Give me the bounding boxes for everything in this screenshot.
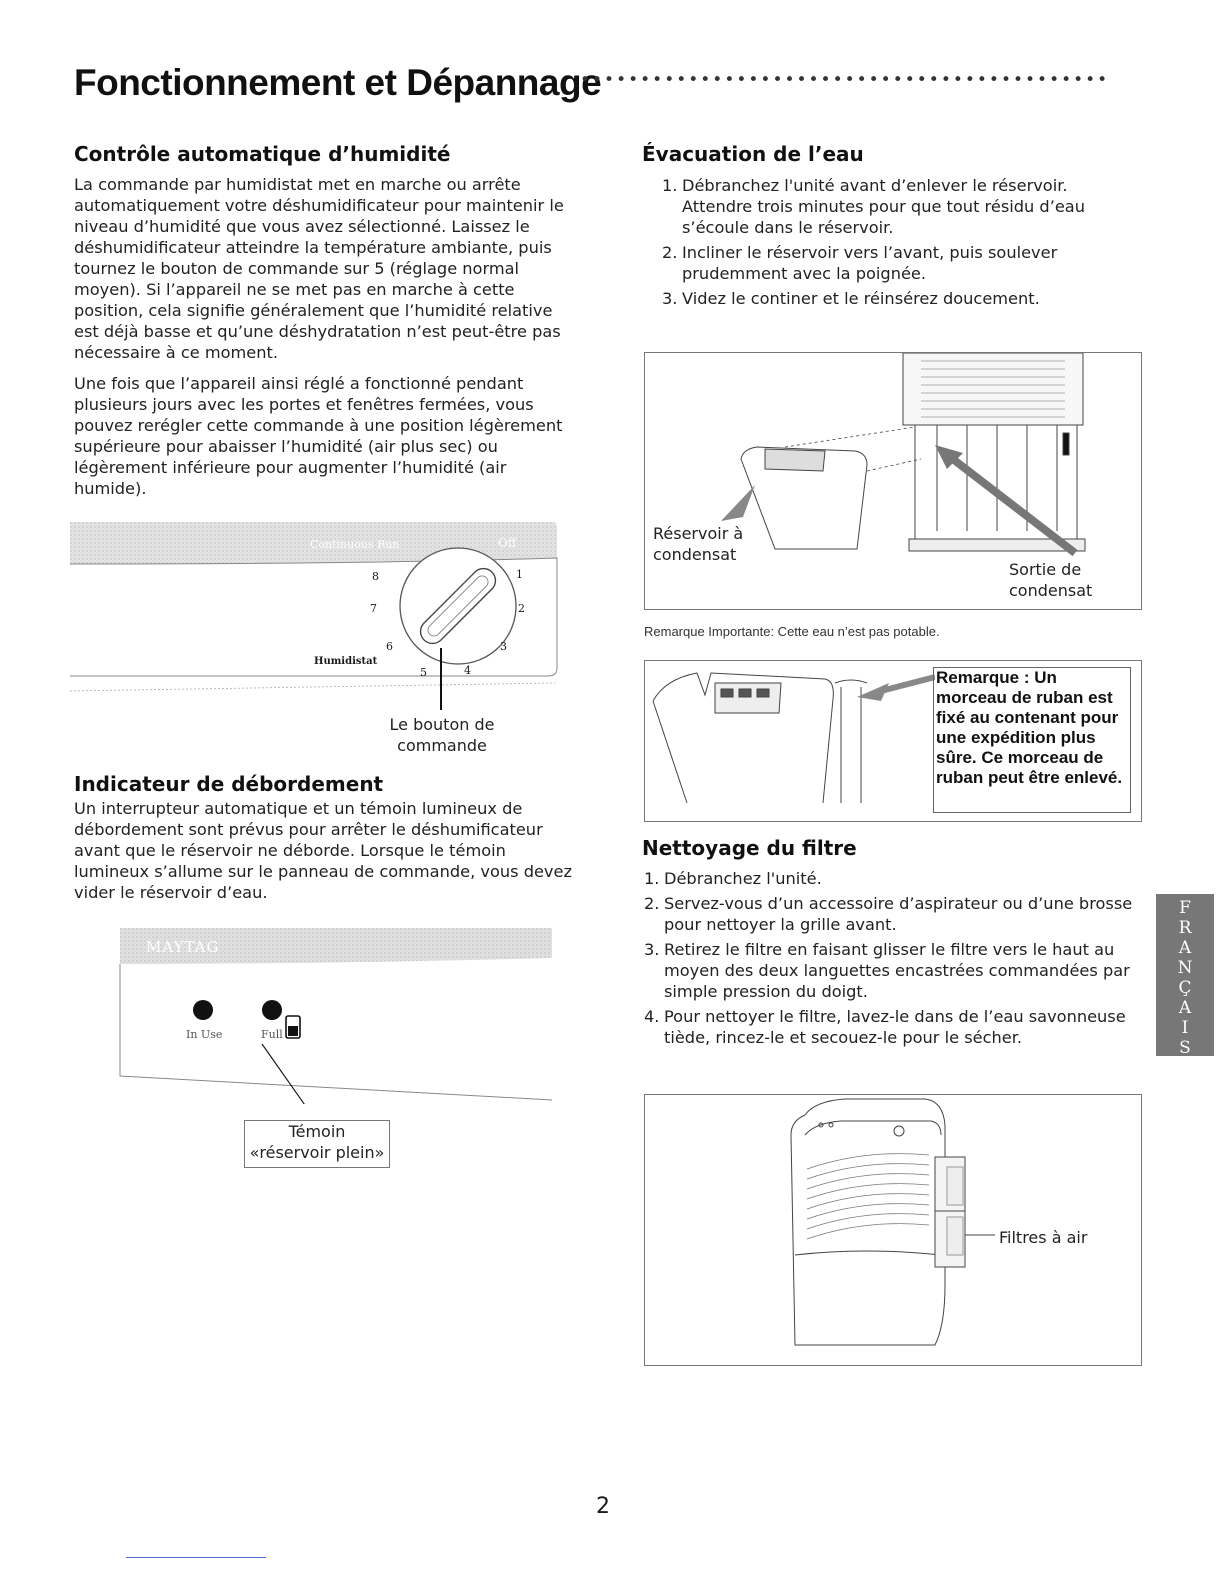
- step-number: 2.: [644, 894, 660, 913]
- reservoir-label: [653, 523, 743, 565]
- language-tab-letter: A: [1178, 938, 1192, 958]
- evacuation-step: [662, 175, 1112, 238]
- humidity-heading: Contrôle automatique d’humidité: [74, 142, 451, 166]
- step-number: 3.: [644, 940, 660, 959]
- full-indicator-caption: [244, 1120, 390, 1168]
- outlet-label-line-2: condensat: [1009, 581, 1093, 600]
- dial-number-2: 2: [518, 602, 525, 615]
- step-number: 3.: [662, 289, 678, 308]
- knob-caption: [372, 714, 512, 756]
- dial-number-5: 5: [420, 666, 427, 679]
- off-label: Off: [498, 536, 517, 550]
- dial-number-3: 3: [500, 640, 507, 653]
- humidity-paragraph-1: La commande par humidistat met en marche ou arrête automatiquement votre déshumidificateur pour maintenir le niveau d’humidité que vous avez sélectionné. Laissez le déshumidificateur atteindre la température ambiante, puis tournez le bouton de commande sur 5 (réglage normal moyen). Si l’appareil ne se met pas en marche à cette position, cela signifie généralement que l’humidité relative est déjà basse et qu’une déshydratation n’est peut-être pas nécessaire à ce moment.: [74, 175, 564, 362]
- step-number: 1.: [662, 176, 678, 195]
- dial-number-8: 8: [372, 570, 379, 583]
- language-tab-letter: S: [1179, 1038, 1191, 1058]
- step-number: 1.: [644, 869, 660, 888]
- dial-number-7: 7: [370, 602, 377, 615]
- language-tab-letter: F: [1179, 898, 1191, 918]
- filter-step: [644, 1006, 1144, 1048]
- step-text: Servez-vous d’un accessoire d’aspirateur ou d’une brosse pour nettoyer la grille avant.: [664, 894, 1133, 934]
- in-use-label: In Use: [186, 1028, 223, 1041]
- humidity-text: [74, 174, 574, 509]
- step-text: Débranchez l'unité.: [664, 869, 822, 888]
- evacuation-steps: [662, 175, 1112, 313]
- page-number: 2: [596, 1494, 610, 1519]
- evacuation-step: [662, 242, 1112, 284]
- outlet-label: [1009, 559, 1092, 601]
- container-tape-illustration: [645, 661, 935, 819]
- filter-step: [644, 868, 1144, 889]
- language-tab-letter: I: [1181, 1018, 1189, 1038]
- step-text: Retirez le filtre en faisant glisser le filtre vers le haut au moyen des deux languettes encastrées commandées par simple pression du doigt.: [664, 940, 1130, 1001]
- footer-rule: [126, 1557, 266, 1558]
- full-label: Full: [261, 1028, 283, 1041]
- humidistat-dial-figure: [70, 518, 562, 698]
- overflow-heading: Indicateur de débordement: [74, 772, 384, 796]
- air-filter-figure: [644, 1094, 1142, 1366]
- knob-caption-line-1: Le bouton de: [389, 715, 495, 734]
- language-tab-letter: R: [1178, 918, 1192, 938]
- reservoir-label-line-2: condensat: [653, 545, 737, 564]
- language-tab-letter: A: [1178, 998, 1192, 1018]
- maytag-logo: MAYTAG: [146, 938, 220, 956]
- dial-number-1: 1: [516, 568, 523, 581]
- outlet-label-line-1: Sortie de: [1009, 560, 1082, 579]
- filter-step: [644, 893, 1144, 935]
- title-dot-leader: ••••••••••••••••••••••••••••••••••••••••••••: [580, 70, 1110, 90]
- step-text: Incliner le réservoir vers l’avant, puis soulever prudemment avec la poignée.: [682, 243, 1058, 283]
- full-indicator-caption-line-2: «réservoir plein»: [249, 1143, 385, 1162]
- evacuation-heading: Évacuation de l’eau: [642, 142, 864, 166]
- dial-number-4: 4: [464, 664, 471, 677]
- dial-number-6: 6: [386, 640, 393, 653]
- step-number: 2.: [662, 243, 678, 262]
- knob-leader-line: [440, 648, 442, 710]
- filter-step: [644, 939, 1144, 1002]
- continuous-run-label: Continuous Run: [310, 538, 400, 551]
- reservoir-label-line-1: Réservoir à: [653, 524, 744, 543]
- knob-caption-line-2: commande: [397, 736, 487, 755]
- step-text: Pour nettoyer le filtre, lavez-le dans de l’eau savonneuse tiède, rincez-le et secouez-le pour le sécher.: [664, 1007, 1126, 1047]
- language-tab-letter: Ç: [1178, 978, 1192, 998]
- reservoir-figure: [644, 352, 1142, 610]
- step-text: Videz le continer et le réinsérez doucement.: [682, 289, 1040, 308]
- humidistat-label: Humidistat: [314, 656, 378, 667]
- language-tab: [1156, 894, 1214, 1056]
- tape-note-figure: [644, 660, 1142, 822]
- overflow-paragraph: Un interrupteur automatique et un témoin lumineux de débordement sont prévus pour arrêter le déshumificateur avant que le réservoir ne déborde. Lorsque le témoin lumineux s’allume sur le panneau de commande, vous devez vider le réservoir d’eau.: [74, 799, 572, 902]
- tape-note: Remarque : Un morceau de ruban est fixé au contenant pour une expédition plus sûre. Ce morceau de ruban peut être enlevé.: [933, 667, 1131, 813]
- filter-steps: [644, 868, 1144, 1052]
- step-text: Débranchez l'unité avant d’enlever le réservoir. Attendre trois minutes pour que tout résidu d’eau s’écoule dans le réservoir.: [682, 176, 1085, 237]
- full-indicator-caption-line-1: Témoin: [288, 1122, 346, 1141]
- language-tab-letter: N: [1177, 958, 1193, 978]
- important-note: Remarque Importante: Cette eau n’est pas potable.: [644, 624, 940, 639]
- air-filters-label: Filtres à air: [999, 1228, 1088, 1247]
- page-title: Fonctionnement et Dépannage: [74, 62, 602, 103]
- evacuation-step: [662, 288, 1112, 309]
- humidity-paragraph-2: Une fois que l’appareil ainsi réglé a fonctionné pendant plusieurs jours avec les portes et fenêtres fermées, vous pouvez rerégler cette commande à une position légèrement supérieure pour abaisser l’humidité (air plus sec) ou légèrement inférieure pour augmenter l’humidité (air humide).: [74, 374, 563, 498]
- step-number: 4.: [644, 1007, 660, 1026]
- overflow-indicator-figure: [116, 924, 556, 1104]
- filter-heading: Nettoyage du filtre: [642, 836, 857, 860]
